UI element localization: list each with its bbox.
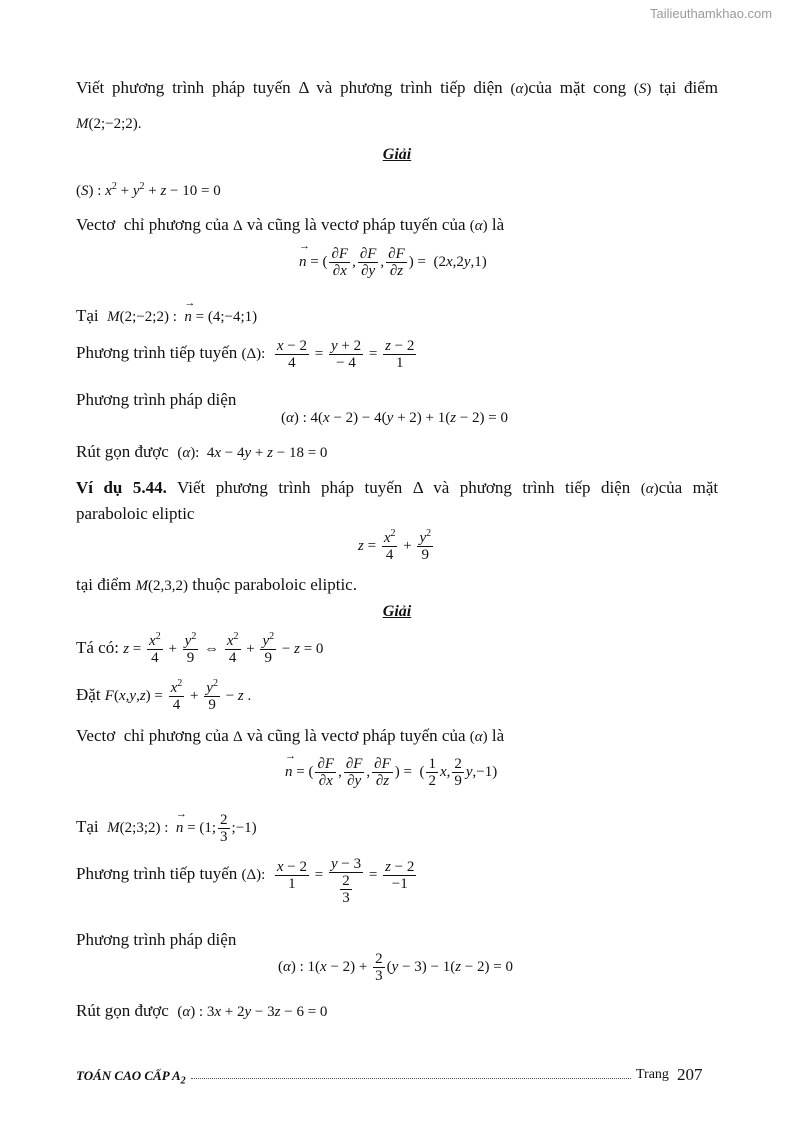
example-title: Ví dụ 5.44. Viết phương trình pháp tuyến Δ và phương trình tiếp diện (α)của mặt	[76, 478, 719, 497]
normal-plane-label-2: Phương trình pháp diện	[76, 930, 237, 949]
normal-plane-equation-1: (α) : 4(x − 2) − 4(y + 2) + 1(z − 2) = 0	[281, 410, 508, 426]
normal-at-point-1: Tại M(2;−2;2) : → n = (4;−4;1)	[76, 306, 257, 327]
page-number: 207	[677, 1065, 703, 1084]
solution-heading-2: Giải	[382, 603, 412, 620]
solution-heading-1: Giải	[382, 146, 412, 163]
gradient-vector-1: → n = ( $\frac{\partial F}{\partial x}$ , $\frac{\partial F}{\partial y}$ , $\frac{\partial F}{\partial z}$ ) = (2x,2y,1)	[299, 246, 487, 279]
reduced-equation-1: Rút gọn được (α): 4x − 4y + z − 18 = 0	[76, 442, 328, 461]
vector-statement-2: Vectơ chỉ phương của Δ và cũng là vectơ pháp tuyến của (α) là	[76, 726, 505, 745]
equivalence-equation: Tá có: z = $\frac{x^2}{4}$ + $\frac{y^2}{9}$ ⇔ $\frac{x^2}{4}$ + $\frac{y^2}{9}$ − z = 0	[76, 631, 324, 666]
example-point: tại điểm M(2,3,2) thuộc paraboloic eliptic.	[76, 575, 357, 594]
example-surface-name: paraboloic eliptic	[76, 504, 195, 523]
course-title: TOÁN CAO CẤP $A_2$	[76, 1068, 186, 1087]
footer-dots	[191, 1077, 631, 1079]
reduced-equation-2: Rút gọn được (α) : 3x + 2y − 3z − 6 = 0	[76, 1001, 328, 1020]
function-definition: Đặt F(x,y,z) = $\frac{x^2}{4}$ + $\frac{y^2}{9}$ − z .	[76, 678, 252, 713]
page-label: Trang	[636, 1067, 669, 1082]
tangent-line-1: Phương trình tiếp tuyến (Δ): $\frac{x - 2}{4}$ = $\frac{y + 2}{- 4}$ = $\frac{z - 2}{1}$	[76, 338, 415, 371]
problem-intro: Viết phương trình pháp tuyến Δ và phương trình tiếp diện (α)của mặt cong (S) tại điểm	[76, 78, 719, 97]
vector-statement-1: Vectơ chỉ phương của Δ và cũng là vectơ pháp tuyến của (α) là	[76, 215, 505, 234]
normal-at-point-2: Tại M(2;3;2) : → n = (1; $\frac{2}{3}$ ;−1)	[76, 812, 257, 845]
surface-equation: (S) : $x^2 + y^2 + z - 10 = 0$	[76, 181, 221, 199]
tangent-line-2: Phương trình tiếp tuyến (Δ): $\frac{x - 2}{1}$ = $\frac{y - 3}{\frac{2}{3}}$ = $\frac{z - 2}{-1}$	[76, 856, 415, 906]
problem-point: M(2;−2;2).	[76, 116, 142, 132]
watermark: Tailieuthamkhao.com	[650, 6, 773, 21]
paraboloid-equation: z = $\frac{x^2}{4}$ + $\frac{y^2}{9}$	[358, 528, 432, 563]
gradient-vector-2: → n = ( $\frac{\partial F}{\partial x}$ , $\frac{\partial F}{\partial y}$ , $\frac{\partial F}{\partial z}$ ) = ( $\frac{1}{2}$ x, $\frac{2}{9}$ y,−1)	[285, 756, 497, 789]
normal-plane-equation-2: (α) : 1(x − 2) + $\frac{2}{3}$ (y − 3) − 1(z − 2) = 0	[278, 951, 513, 984]
normal-plane-label-1: Phương trình pháp diện	[76, 390, 237, 409]
